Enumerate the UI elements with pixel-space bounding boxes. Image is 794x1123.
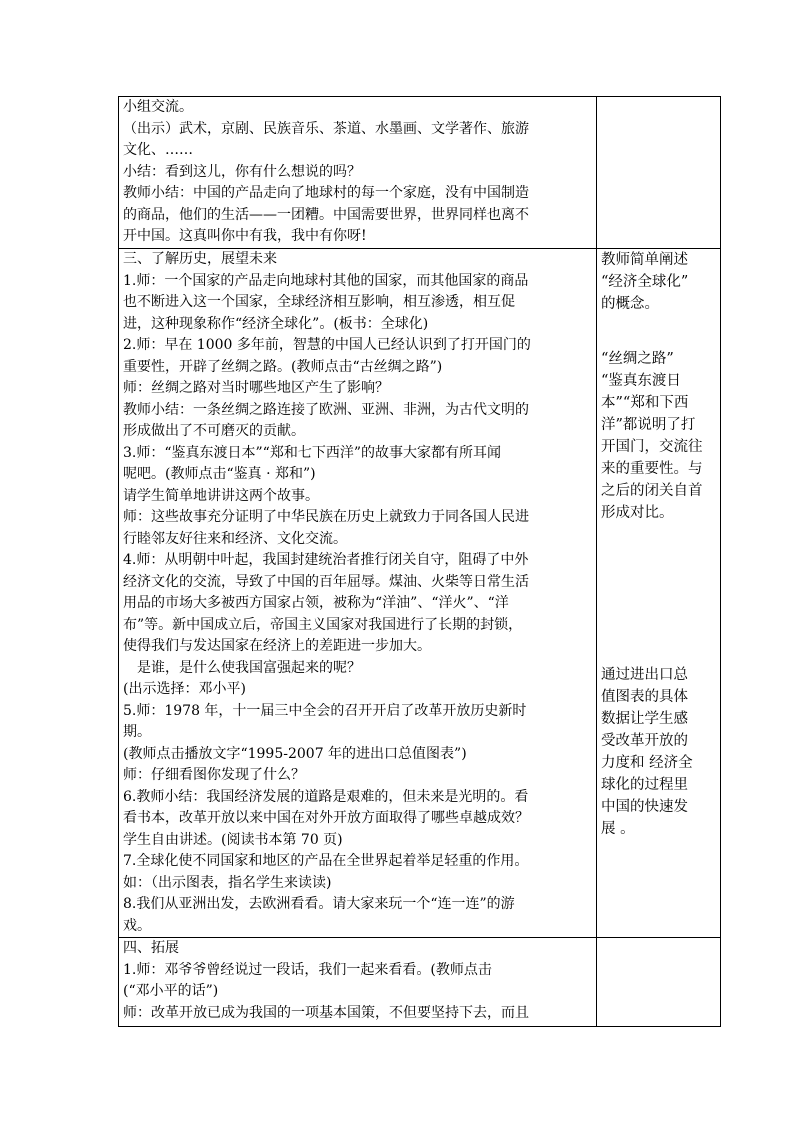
text-line: (“邓小平的话”)	[123, 983, 219, 999]
note-line: 来的重要性。与	[601, 461, 703, 477]
text-line: 也不断进入这一个国家，全球经济相互影响，相互渗透，相互促	[123, 294, 515, 310]
table-row	[119, 97, 721, 249]
note-line: 开国门，交流往	[601, 439, 703, 455]
note-line: 之后的闭关自首	[601, 483, 703, 499]
note-line: “鉴真东渡日	[601, 373, 681, 389]
note-line: 洋”都说明了打	[601, 417, 696, 433]
note-line: 力度和 经济全	[601, 755, 693, 771]
text-line: 使得我们与发达国家在经济上的差距进一步加大。	[123, 638, 431, 654]
notes-cell	[597, 938, 721, 1027]
text-line: 期。	[123, 724, 151, 740]
note-line: 的概念。	[601, 296, 659, 312]
text-line: (教师点击播放文字“1995-2007 年的进出口总值图表”)	[123, 745, 467, 762]
text-line: 师：这些故事充分证明了中华民族在历史上就致力于同各国人民进	[123, 509, 529, 525]
content-cell	[119, 249, 597, 938]
text-line: 教师小结：中国的产品走向了地球村的每一个家庭，没有中国制造	[123, 185, 529, 201]
text-line: 是谁，是什么使我国富强起来的呢？	[137, 659, 361, 676]
text-line: 师：丝绸之路对当时哪些地区产生了影响？	[123, 380, 389, 396]
text-line: 文化、……	[123, 142, 193, 158]
text-line: 6.教师小结：我国经济发展的道路是艰难的，但未来是光明的。看	[123, 788, 529, 805]
text-line: 5.师：1978 年，十一届三中全会的召开开启了改革开放历史新时	[123, 702, 527, 719]
text-line: 行睦邻友好往来和经济、文化交流。	[123, 530, 347, 547]
text-line: 经济文化的交流，导致了中国的百年屈辱。煤油、火柴等日常生活	[123, 573, 529, 590]
text-line: 请学生简单地讲讲这两个故事。	[123, 487, 319, 504]
section-heading: 四、拓展	[123, 940, 179, 956]
text-line: （出示）武术，京剧、民族音乐、茶道、水墨画、文学著作、旅游	[123, 120, 529, 137]
note-line: “丝绸之路”	[601, 351, 674, 367]
text-line: 重要性，开辟了丝绸之路。(教师点击“古丝绸之路”)	[123, 358, 443, 375]
note-line: 中国的快速发	[601, 799, 688, 815]
text-line: (出示选择：邓小平)	[123, 681, 246, 697]
text-line: 1.师：一个国家的产品走向地球村其他的国家，而其他国家的商品	[123, 272, 529, 289]
text-line: 学生自由讲述。(阅读书本第 70 页)	[123, 831, 343, 848]
text-line: 1.师：邓爷爷曾经说过一段话，我们一起来看看。(教师点击	[123, 961, 492, 978]
text-line: 小组交流。	[123, 99, 193, 115]
spacer	[601, 524, 720, 664]
text-line: 看书本，改革开放以来中国在对外开放方面取得了哪些卓越成效？	[123, 810, 529, 826]
text-line: 师：改革开放已成为我国的一项基本国策，不但要坚持下去，而且	[123, 1004, 529, 1021]
text-line: 3.师：“鉴真东渡日本”“郑和七下西洋”的故事大家都有所耳闻	[123, 444, 501, 461]
note-line: 数据让学生感	[601, 711, 688, 727]
content-cell	[119, 938, 597, 1027]
text-line: 用品的市场大多被西方国家占领，被称为“洋油”、“洋火”、“洋	[123, 595, 509, 611]
text-line: 的商品，他们的生活——一团糟。中国需要世界，世界同样也离不	[123, 206, 529, 223]
lesson-plan-table	[118, 96, 721, 1027]
section-heading: 三、了解历史，展望未来	[123, 251, 277, 267]
note-line: 教师简单阐述	[601, 252, 688, 268]
text-line: 8.我们从亚洲出发，去欧洲看看。请大家来玩一个“连一连”的游	[123, 896, 515, 912]
table-row	[119, 938, 721, 1027]
note-line: 本”“郑和下西	[601, 395, 689, 411]
note-line: 通过进出口总	[601, 667, 688, 683]
text-line: 如：（出示图表，指名学生来读读)	[123, 874, 332, 891]
text-line: 教师小结：一条丝绸之路连接了欧洲、亚洲、非洲，为古代文明的	[123, 401, 529, 418]
note-line: 展 。	[601, 821, 635, 837]
note-line: 形成对比。	[601, 505, 674, 521]
table-row	[119, 249, 721, 938]
note-line: 值图表的具体	[601, 689, 688, 705]
text-line: 开中国。这真叫你中有我，我中有你呀!	[123, 228, 367, 244]
notes-cell	[597, 97, 721, 249]
text-line: 2.师：早在 1000 多年前，智慧的中国人已经认识到了打开国门的	[123, 337, 531, 353]
text-line: 师：仔细看图你发现了什么？	[123, 767, 305, 783]
text-line: 4.师：从明朝中叶起，我国封建统治者推行闭关自守，阻碍了中外	[123, 552, 529, 568]
spacer	[601, 315, 720, 348]
note-line: 受改革开放的	[601, 733, 688, 749]
notes-cell	[597, 249, 721, 938]
text-line: 戏。	[123, 917, 151, 934]
text-line: 呢吧。(教师点击“鉴真 · 郑和”)	[123, 466, 316, 482]
note-line: 球化的过程里	[601, 777, 688, 793]
text-line: 小结：看到这儿，你有什么想说的吗？	[123, 163, 361, 180]
text-line: 形成做出了不可磨灭的贡献。	[123, 423, 305, 439]
note-line: “经济全球化”	[601, 274, 689, 290]
text-line: 7.全球化使不同国家和地区的产品在全世界起着举足轻重的作用。	[123, 853, 529, 869]
content-cell	[119, 97, 597, 249]
text-line: 布”等。新中国成立后，帝国主义国家对我国进行了长期的封锁，	[123, 616, 523, 633]
text-line: 进，这种现象称作“经济全球化”。(板书：全球化)	[123, 315, 429, 332]
